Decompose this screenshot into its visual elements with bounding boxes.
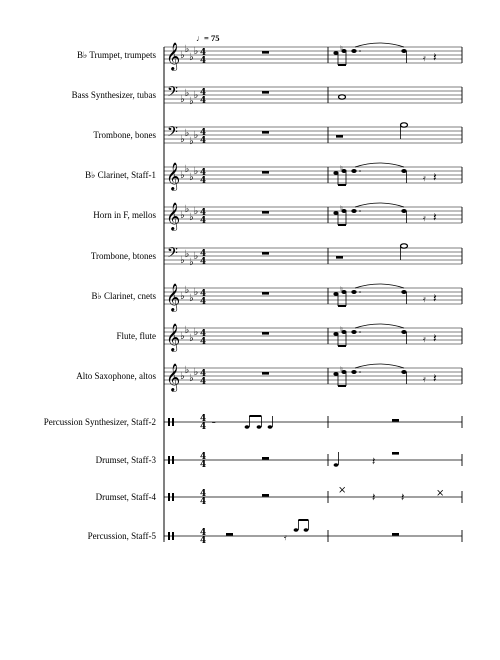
- quarter-rest-icon: 𝄽: [401, 491, 405, 504]
- time-sig-denominator: 4: [200, 377, 207, 387]
- percussion-clef-icon: [172, 493, 174, 501]
- treble-clef-icon: 𝄞: [166, 323, 181, 351]
- tie-icon: [355, 43, 404, 47]
- flat-icon: ♭: [189, 52, 194, 63]
- sixteenth-rest-icon: 𝄿: [423, 375, 426, 385]
- note-head: [401, 370, 406, 374]
- time-sig-denominator: 4: [200, 216, 207, 226]
- tempo-note-icon: ♩: [196, 33, 205, 43]
- dot-icon: [359, 331, 361, 333]
- bass-clef-icon: 𝄢: [167, 245, 178, 265]
- whole-rest-icon: [262, 292, 269, 295]
- time-sig-denominator: 4: [200, 422, 207, 432]
- flat-icon: ♭: [180, 371, 185, 382]
- half-rest-icon: [226, 533, 233, 536]
- time-sig-denominator: 4: [200, 257, 207, 267]
- percussion-clef-icon: [172, 418, 174, 426]
- note-head: [351, 49, 356, 53]
- tie-icon: [355, 324, 404, 328]
- flat-icon: ♭: [189, 373, 194, 384]
- flat-icon: ♭: [193, 90, 199, 101]
- tempo-text: = 75: [204, 33, 220, 43]
- percussion-clef-icon: [168, 493, 170, 501]
- whole-rest-icon: [262, 211, 269, 214]
- time-sig-numerator: 4: [200, 452, 207, 462]
- whole-rest-icon: [392, 533, 399, 536]
- staff-system: [44, 42, 462, 546]
- flat-icon: ♭: [193, 166, 199, 177]
- sixteenth-rest-icon: 𝄿: [423, 295, 426, 305]
- whole-rest-icon: [262, 457, 269, 460]
- whole-rest-icon: [262, 494, 269, 497]
- half-note: [401, 123, 408, 127]
- sixteenth-rest-icon: 𝄿: [423, 214, 426, 224]
- staff: [85, 162, 462, 191]
- note-head: [401, 209, 406, 213]
- quarter-rest-icon: 𝄽: [372, 491, 376, 504]
- staff-label: Flute, flute: [116, 331, 156, 341]
- flat-icon: ♭: [184, 128, 190, 139]
- note-head: [351, 330, 356, 334]
- quarter-rest-icon: 𝄽: [433, 371, 437, 385]
- percussion-clef-icon: [172, 532, 174, 540]
- flat-icon: ♭: [189, 333, 194, 344]
- flat-icon: ♭: [193, 367, 199, 378]
- half-note: [401, 244, 408, 248]
- whole-rest-icon: [262, 171, 269, 174]
- time-sig-numerator: 4: [200, 128, 207, 138]
- natural-icon: ♮: [340, 325, 343, 334]
- tie-icon: [355, 203, 404, 207]
- flat-icon: ♭: [193, 46, 199, 57]
- time-sig-numerator: 4: [200, 289, 207, 299]
- time-sig-numerator: 4: [200, 208, 207, 218]
- sixteenth-rest-icon: 𝄿: [423, 174, 426, 184]
- note-head: [401, 169, 406, 173]
- note-head: [351, 290, 356, 294]
- note-head: [304, 528, 309, 532]
- treble-clef-icon: 𝄞: [166, 42, 181, 70]
- half-rest-icon: [336, 135, 343, 138]
- percussion-clef-icon: [168, 418, 170, 426]
- flat-icon: ♭: [184, 204, 190, 215]
- cymbal-note-icon: ×: [338, 485, 347, 496]
- time-sig-numerator: 4: [200, 329, 207, 339]
- staff: [91, 244, 462, 268]
- sixteenth-rest-icon: 𝄿: [284, 533, 287, 543]
- flat-icon: ♭: [180, 50, 185, 61]
- quarter-rest-icon: 𝄽: [433, 331, 437, 345]
- staff-label: B♭ Trumpet, trumpets: [76, 50, 156, 60]
- quarter-rest-icon: 𝄽: [433, 210, 437, 224]
- flat-icon: ♭: [184, 325, 190, 336]
- time-sig-numerator: 4: [200, 48, 207, 58]
- staff-label: Percussion Synthesizer, Staff-2: [43, 417, 156, 427]
- tempo-marking: [196, 33, 219, 43]
- staff: [93, 202, 462, 231]
- note-head: [268, 425, 273, 429]
- whole-rest-icon: [262, 91, 269, 94]
- flat-icon: ♭: [189, 136, 194, 147]
- time-sig-denominator: 4: [200, 176, 207, 186]
- flat-icon: ♭: [193, 206, 199, 217]
- percussion-clef-icon: [168, 532, 170, 540]
- half-rest-icon: [336, 256, 343, 259]
- time-sig-denominator: 4: [200, 136, 207, 146]
- flat-icon: ♭: [189, 96, 194, 107]
- sixteenth-rest-icon: 𝄿: [423, 335, 426, 345]
- treble-clef-icon: 𝄞: [166, 363, 181, 391]
- flat-icon: ♭: [184, 164, 190, 175]
- dot-icon: [359, 291, 361, 293]
- note-head: [245, 425, 250, 429]
- flat-icon: ♭: [193, 251, 199, 262]
- staff: [77, 42, 462, 71]
- staff-label: Horn in F, mellos: [93, 210, 156, 220]
- dot-icon: [359, 170, 361, 172]
- percussion-clef-icon: [168, 456, 170, 464]
- time-sig-numerator: 4: [200, 168, 207, 178]
- quarter-rest-icon: 𝄽: [372, 455, 376, 468]
- flat-icon: ♭: [180, 170, 185, 181]
- quarter-rest-icon: 𝄽: [433, 170, 437, 184]
- note-head: [334, 463, 339, 467]
- note-head: [401, 330, 406, 334]
- staff-label: Drumset, Staff-3: [95, 455, 156, 465]
- staff: [93, 123, 462, 147]
- staff: [44, 414, 462, 432]
- tie-icon: [355, 364, 404, 368]
- time-sig-denominator: 4: [200, 536, 207, 546]
- bass-clef-icon: 𝄢: [167, 124, 178, 144]
- staff: [88, 520, 462, 546]
- staff-label: Bass Synthesizer, tubas: [71, 90, 156, 100]
- staff-label: Alto Saxophone, altos: [76, 371, 156, 381]
- note-head: [351, 209, 356, 213]
- half-rest-icon: 𝄼: [212, 419, 216, 429]
- treble-clef-icon: 𝄞: [166, 283, 181, 311]
- tie-icon: [355, 284, 404, 288]
- whole-rest-icon: [262, 372, 269, 375]
- note-head: [257, 425, 262, 429]
- flat-icon: ♭: [184, 285, 190, 296]
- flat-icon: ♭: [180, 210, 185, 221]
- flat-icon: ♭: [180, 255, 185, 266]
- staff-label: B♭ Clarinet, cnets: [91, 291, 156, 301]
- staff-label: Trombone, bones: [93, 130, 156, 140]
- flat-icon: ♭: [184, 88, 190, 99]
- flat-icon: ♭: [189, 212, 194, 223]
- flat-icon: ♭: [184, 249, 190, 260]
- bass-clef-icon: 𝄢: [167, 84, 178, 104]
- note-head: [401, 290, 406, 294]
- note-head: [294, 528, 299, 532]
- dot-icon: [359, 371, 361, 373]
- staff: [96, 452, 462, 470]
- tie-icon: [355, 163, 404, 167]
- time-sig-numerator: 4: [200, 369, 207, 379]
- natural-icon: ♮: [340, 164, 343, 173]
- time-sig-denominator: 4: [200, 297, 207, 307]
- note-head: [401, 49, 406, 53]
- staff: [76, 363, 462, 392]
- natural-icon: ♮: [340, 44, 343, 53]
- whole-rest-icon: [392, 452, 399, 455]
- flat-icon: ♭: [189, 172, 194, 183]
- note-head: [351, 169, 356, 173]
- flat-icon: ♭: [193, 130, 199, 141]
- staff-label: Trombone, btones: [90, 251, 156, 261]
- note-head: [351, 370, 356, 374]
- natural-icon: ♮: [340, 365, 343, 374]
- staff-label: B♭ Clarinet, Staff-1: [85, 170, 156, 180]
- time-sig-numerator: 4: [200, 528, 207, 538]
- staff: [96, 485, 462, 507]
- time-sig-denominator: 4: [200, 337, 207, 347]
- whole-rest-icon: [262, 332, 269, 335]
- time-sig-numerator: 4: [200, 414, 207, 424]
- staff: [92, 283, 462, 312]
- natural-icon: ♮: [340, 204, 343, 213]
- flat-icon: ♭: [189, 293, 194, 304]
- flat-icon: ♭: [193, 327, 199, 338]
- time-sig-numerator: 4: [200, 88, 207, 98]
- flat-icon: ♭: [180, 331, 185, 342]
- dot-icon: [359, 210, 361, 212]
- natural-icon: ♮: [340, 285, 343, 294]
- staff-label: Percussion, Staff-5: [87, 531, 156, 541]
- time-sig-denominator: 4: [200, 56, 207, 66]
- staff-label: Drumset, Staff-4: [95, 492, 156, 502]
- flat-icon: ♭: [180, 134, 185, 145]
- treble-clef-icon: 𝄞: [166, 202, 181, 230]
- time-sig-denominator: 4: [200, 497, 207, 507]
- time-sig-denominator: 4: [200, 96, 207, 106]
- sixteenth-rest-icon: 𝄿: [423, 54, 426, 64]
- time-sig-denominator: 4: [200, 460, 207, 470]
- time-sig-numerator: 4: [200, 489, 207, 499]
- flat-icon: ♭: [184, 44, 190, 55]
- flat-icon: ♭: [180, 291, 185, 302]
- whole-rest-icon: [262, 51, 269, 54]
- time-sig-numerator: 4: [200, 249, 207, 259]
- flat-icon: ♭: [180, 94, 185, 105]
- flat-icon: ♭: [189, 257, 194, 268]
- dot-icon: [359, 50, 361, 52]
- quarter-rest-icon: 𝄽: [433, 50, 437, 64]
- whole-rest-icon: [262, 131, 269, 134]
- staff: [117, 323, 463, 352]
- treble-clef-icon: 𝄞: [166, 162, 181, 190]
- whole-note: [339, 95, 346, 99]
- staff: [72, 84, 462, 107]
- whole-rest-icon: [392, 419, 399, 422]
- percussion-clef-icon: [172, 456, 174, 464]
- flat-icon: ♭: [184, 365, 190, 376]
- flat-icon: ♭: [193, 287, 199, 298]
- cymbal-note-icon: ×: [436, 488, 445, 499]
- whole-rest-icon: [262, 252, 269, 255]
- quarter-rest-icon: 𝄽: [433, 291, 437, 305]
